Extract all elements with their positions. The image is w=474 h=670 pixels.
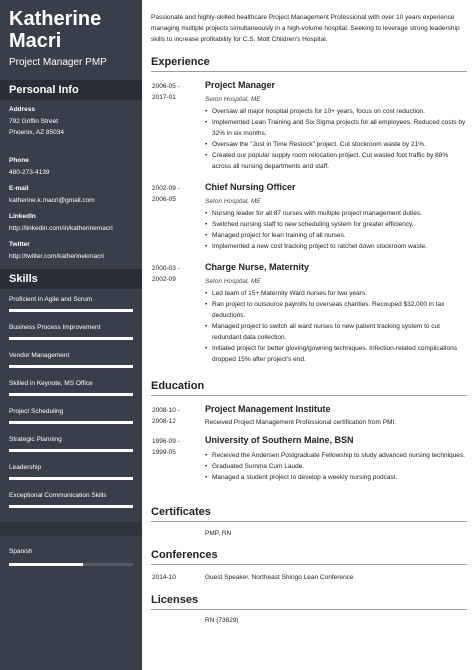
job-bullets [205,106,467,172]
edu-bullet: • Graduated Summa Cum Laude. [205,461,467,472]
job-date-end: 2002-09 [152,276,176,283]
edu-date-start: 2008-10 - [152,407,180,414]
name-last: Macri [9,30,62,52]
job-date-start: 2006-05 - [152,83,180,90]
name-first: Katherine [9,8,102,30]
sidebar-divider [0,522,142,536]
linkedin-link[interactable]: http://linkedin.com/in/katherinemacri [9,225,113,232]
skill-level-fill [9,421,133,424]
address-line1: 792 Griffin Street [9,118,59,125]
job-date-start: 2000-03 - [152,265,180,272]
skill-level-fill [9,505,133,508]
job-bullet: • Managed project for lean training of all nurses. [205,230,467,241]
skill-level-fill [9,393,133,396]
job-bullet: • Implemented Lean Training and Six Sigma projects for all employees. Reduced costs by 32% in six months. [205,117,467,139]
job-bullet: • Created our popular supply room relocation project. Cut wasted foot traffic by 88% across all nursing departments and staff. [205,150,467,172]
skill-level-fill [9,449,133,452]
conference-date: 2014-10 [152,574,176,581]
personal-info-heading: Personal Info [0,80,142,100]
job-org: Seton Hospital, ME [205,198,261,205]
edu-title: University of Southern Maine, BSN [205,435,354,445]
skill-level-fill [9,309,133,312]
edu-bullets [205,450,467,483]
job-bullets [205,208,467,252]
email-label: E-mail [9,185,29,192]
skill-level-bar [9,337,133,340]
job-date-start: 2002-09 - [152,185,180,192]
experience-heading: Experience [151,56,467,72]
job-bullet: • Nursing leader for all 87 nurses with multiple project management duties. [205,208,467,219]
job-bullet: • Switched nursing staff to new scheduling system for greater efficiency. [205,219,467,230]
address-label: Address [9,106,36,113]
job-org: Seton Hospital, ME [205,278,261,285]
main-content [142,0,474,670]
skill-level-bar [9,309,133,312]
skill-label: Leadership [9,464,42,471]
address-line2: Phoenix, AZ 85034 [9,129,64,136]
skill-level-bar [9,421,133,424]
job-date-end: 2006-05 [152,196,176,203]
job-bullet: • Managed project to switch all ward nurses to new patient tracking system to cut redundant data collection. [205,321,467,343]
certificates-heading: Certificates [151,506,467,522]
skill-label: Business Process Improvement [9,324,101,331]
language-level-fill [9,563,83,566]
edu-date-end: 2008-12 [152,418,176,425]
skill-label: Strategic Planning [9,436,62,443]
language-level-bar [9,563,133,566]
summary-text: Passionate and highly-skilled healthcare Project Management Professional with over 10 years experience managing multiple projects simultaneously in a high-volume hospital. Seeking to leverage strong leadership skills to increase profitability for C.S. Mott Children's Hospital. [151,14,460,43]
conferences-heading: Conferences [151,549,467,565]
skill-level-fill [9,337,133,340]
job-title: Project Manager [205,80,276,90]
licenses-value: RN (73829) [205,617,239,624]
skill-label: Skilled in Keynote, MS Office [9,380,93,387]
email-link[interactable]: katherine.k.macri@gmail.com [9,197,95,204]
skill-level-bar [9,365,133,368]
phone-value: 480-273-4139 [9,169,50,176]
edu-title: Project Management Institute [205,404,331,414]
skill-level-bar [9,505,133,508]
job-bullet: • Implemented a new cost tracking project to ratchet down stockroom waste. [205,241,467,252]
candidate-title: Project Manager PMP [9,57,107,68]
job-title: Charge Nurse, Maternity [205,262,310,272]
language-label: Spanish [9,548,33,555]
job-date-end: 2017-01 [152,94,176,101]
skill-level-fill [9,477,133,480]
skill-level-bar [9,393,133,396]
edu-line: Received Project Management Professional certification from PMI. [205,419,397,426]
job-bullet: • Led team of 15+ Maternity Ward nurses for two years. [205,288,467,299]
candidate-name [9,8,101,52]
skills-heading: Skills [0,269,142,289]
licenses-heading: Licenses [151,594,467,610]
skill-level-bar [9,477,133,480]
certificates-value: PMP, RN [205,530,232,537]
sidebar [0,0,142,670]
linkedin-label: LinkedIn [9,213,36,220]
job-bullets [205,288,467,365]
phone-label: Phone [9,157,29,164]
edu-date-end: 1999-05 [152,449,176,456]
conference-value: Guest Speaker, Northeast Shingo Lean Conference [205,574,354,581]
skill-level-bar [9,449,133,452]
education-heading: Education [151,380,467,396]
skill-label: Proficient in Agile and Scrum [9,296,93,303]
twitter-link[interactable]: http://twitter.com/katherinekmacri [9,253,105,260]
skill-label: Vendor Management [9,352,70,359]
job-bullet: • Initiated project for better gloving/gowning techniques. Infection-related complications dropped 15% after project's end. [205,343,467,365]
skill-level-fill [9,365,133,368]
edu-bullet: • Managed a student project to develop a weekly nursing podcast. [205,472,467,483]
skill-label: Project Scheduling [9,408,64,415]
edu-date-start: 1996-09 - [152,438,180,445]
job-bullet: • Ran project to outsource payrolls to overseas charities. Recouped $32,000 in tax deductions. [205,299,467,321]
job-org: Seton Hospital, ME [205,96,261,103]
twitter-label: Twitter [9,241,30,248]
job-bullet: • Oversaw the "Just in Time Restock" project. Cut stockroom waste by 21%. [205,139,467,150]
skill-label: Exceptional Communication Skills [9,492,107,499]
job-title: Chief Nursing Officer [205,182,296,192]
job-bullet: • Oversaw all major hospital projects for 10+ years, focus on cost reduction. [205,106,467,117]
edu-bullet: • Received the Andersen Postgraduate Fellowship to study advanced nursing techniques. [205,450,467,461]
